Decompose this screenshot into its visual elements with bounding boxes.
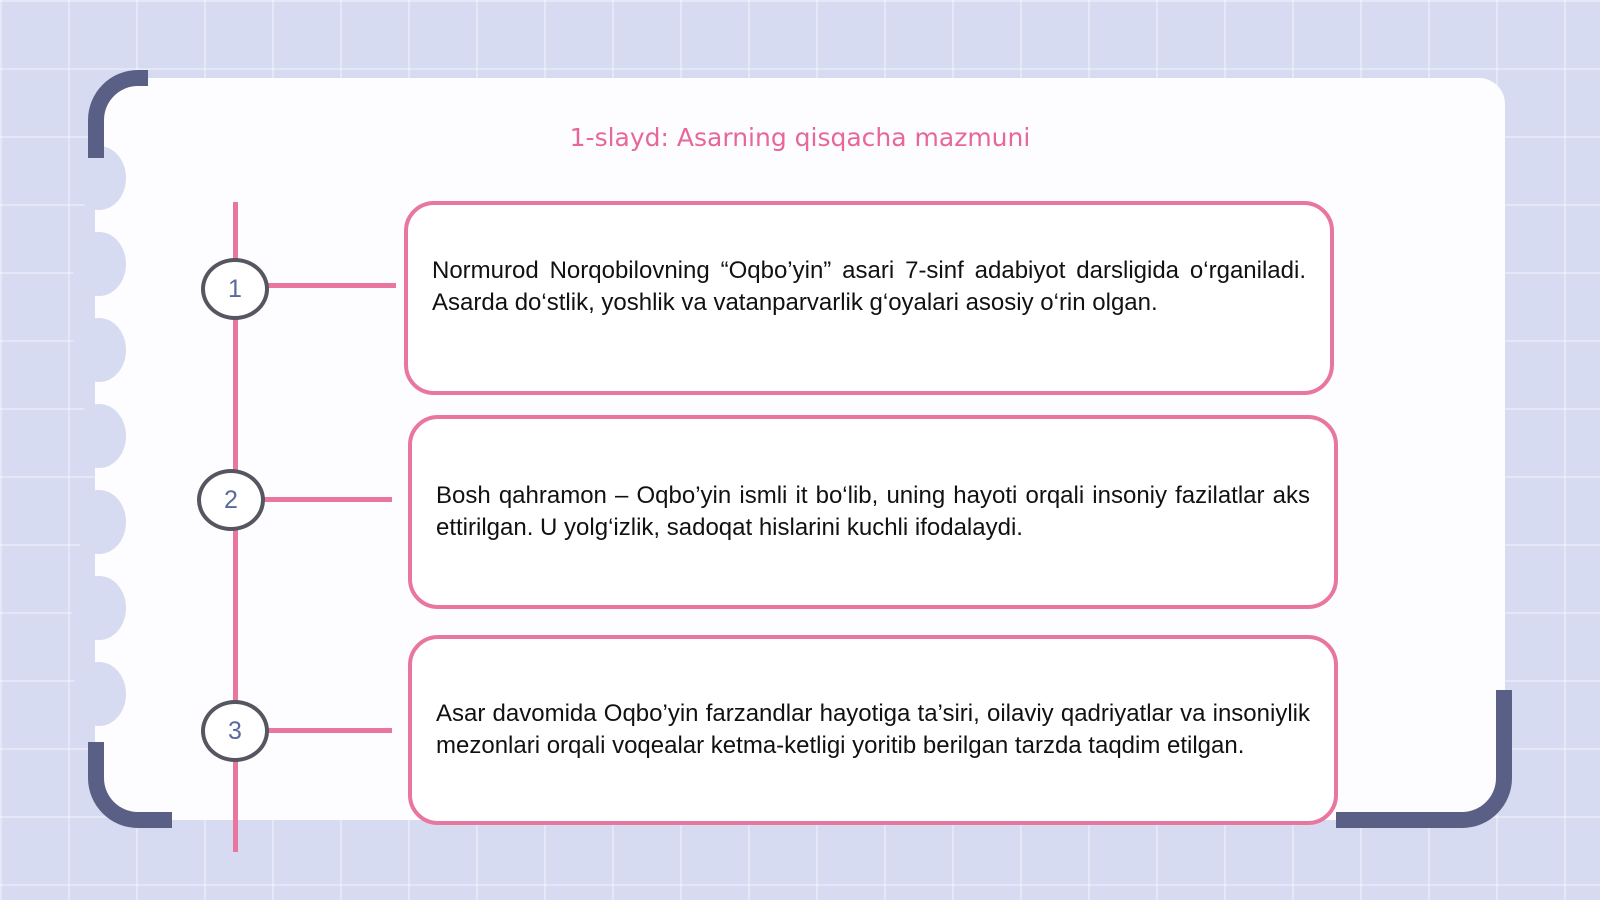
card-notch — [72, 318, 126, 382]
content-box-3 — [408, 635, 1338, 825]
step-number-3: 3 — [201, 700, 269, 762]
timeline-connector — [268, 283, 396, 288]
corner-bracket-bottom-left — [88, 742, 172, 828]
step-number-2: 2 — [197, 469, 265, 531]
card-notch — [72, 404, 126, 468]
content-text-2: Bosh qahramon – Oqbo’yin ismli it bo‘lib, uning hayoti orqali insoniy fazilatlar aks ettirilgan. U yolg‘izlik, sadoqat hislarini kuchli ifodalaydi. — [436, 482, 1310, 541]
card-notch — [72, 576, 126, 640]
card-notch — [72, 662, 126, 726]
timeline-connector — [264, 497, 392, 502]
card-notch — [72, 490, 126, 554]
corner-bracket-bottom-right — [1336, 690, 1512, 828]
content-box-1 — [404, 201, 1334, 395]
step-number-1: 1 — [201, 258, 269, 320]
card-notch — [72, 232, 126, 296]
timeline-connector — [268, 728, 392, 733]
content-box-2 — [408, 415, 1338, 609]
content-text-1: Normurod Norqobilovning “Oqbo’yin” asari 7-sinf adabiyot darsligida o‘rganiladi. Asarda do‘stlik, yoshlik va vatanparvarlik g‘oyalari asosiy o‘rin olgan. — [432, 257, 1306, 316]
slide-title: 1-slayd: Asarning qisqacha mazmuni — [569, 123, 1031, 152]
content-text-3: Asar davomida Oqbo’yin farzandlar hayotiga ta’siri, oilaviy qadriyatlar va insoniylik mezonlari orqali voqealar ketma-ketligi yoritib berilgan tarzda taqdim etilgan. — [436, 700, 1310, 759]
